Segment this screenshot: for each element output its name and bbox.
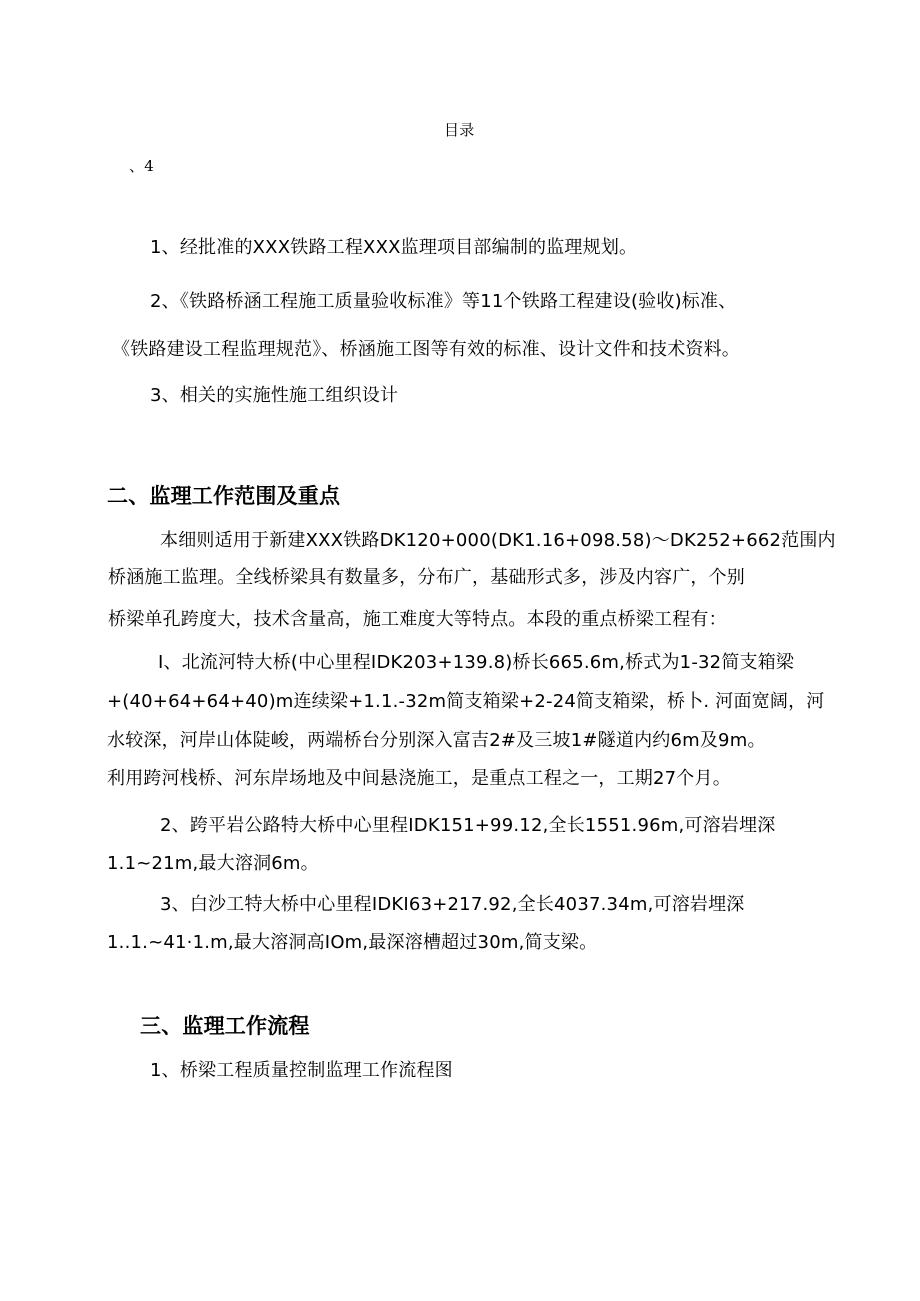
key-bridge-1-line-4: 利用跨河栈桥、河东岸场地及中间悬浇施工，是重点工程之一，工期27个月。 <box>107 768 731 789</box>
basis-item-3: 3、相关的实施性施工组织设计 <box>150 385 399 406</box>
section-2-intro-line-1: 本细则适用于新建XXX铁路DK120+000(DK1.16+098.58)〜DK252+662范围内 <box>160 530 836 551</box>
toc-title: 目录 <box>444 121 475 139</box>
basis-item-2-line-1: 2、《铁路桥涵工程施工质量验收标准》等11个铁路工程建设(验收)标准、 <box>150 291 737 312</box>
key-bridge-1-line-2: +(40+64+64+40)m连续梁+1.1.-32m简支箱梁+2-24简支箱梁，桥卜. 河面宽阔，河 <box>107 691 825 712</box>
key-bridge-3-line-2: 1..1.~41·1.m,最大溶洞高IOm,最深溶槽超过30m,简支梁。 <box>107 932 598 953</box>
section-2-intro-line-3: 桥梁单孔跨度大，技术含量高，施工难度大等特点。本段的重点桥梁工程有： <box>108 609 727 630</box>
section-2-heading: 二、监理工作范围及重点 <box>107 484 341 508</box>
key-bridge-2-line-1: 2、跨平岩公路特大桥中心里程IDK151+99.12,全长1551.96m,可溶岩埋深 <box>160 815 776 836</box>
basis-item-1: 1、经批准的XXX铁路工程XXX监理项目部编制的监理规划。 <box>150 237 638 258</box>
section-3-item-1: 1、桥梁工程质量控制监理工作流程图 <box>150 1060 453 1081</box>
key-bridge-3-line-1: 3、白沙工特大桥中心里程IDKI63+217.92,全长4037.34m,可溶岩埋深 <box>160 894 745 915</box>
basis-item-2-line-2: 《铁路建设工程监理规范》、桥涵施工图等有效的标准、设计文件和技术资料。 <box>112 339 740 360</box>
key-bridge-1-line-1: I、北流河特大桥(中心里程IDK203+139.8)桥长665.6m,桥式为1-32简支箱梁 <box>158 652 795 673</box>
key-bridge-2-line-2: 1.1~21m,最大溶洞6m。 <box>107 853 319 874</box>
toc-item: 、4 <box>129 157 154 175</box>
key-bridge-1-line-3: 水较深，河岸山体陡峻，两端桥台分别深入富吉2#及三坡1#隧道内约6m及9m。 <box>107 730 766 751</box>
section-3-heading: 三、监理工作流程 <box>140 1014 310 1038</box>
section-2-intro-line-2: 桥涵施工监理。全线桥梁具有数量多，分布广，基础形式多，涉及内容广，个别 <box>108 567 745 588</box>
